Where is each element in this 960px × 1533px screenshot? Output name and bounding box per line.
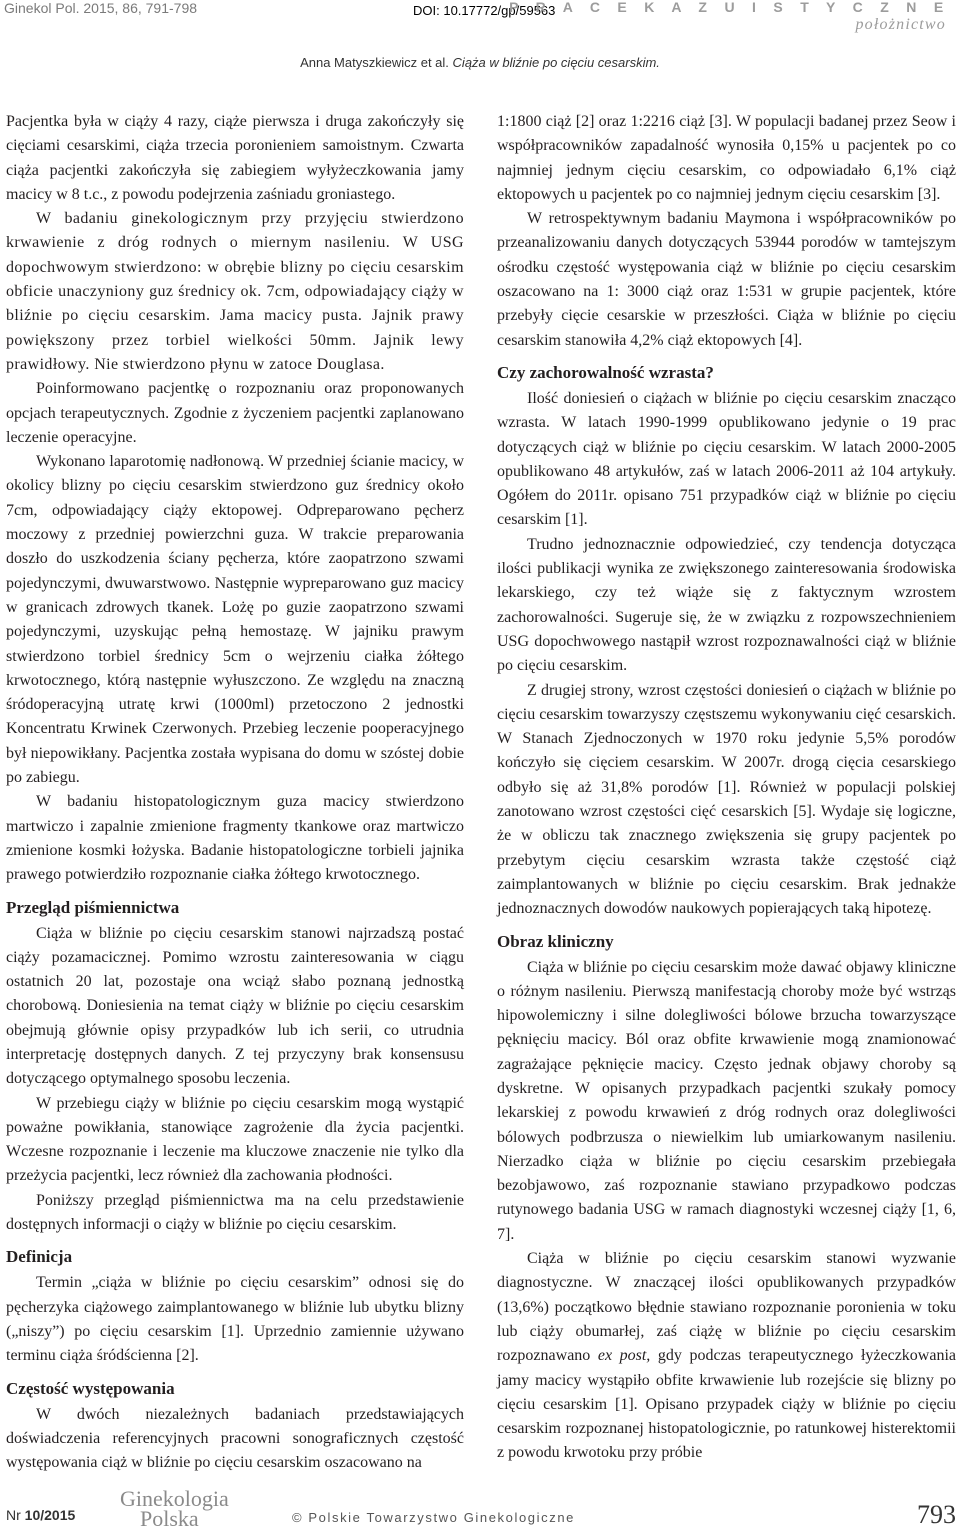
journal-logo: [120, 1488, 240, 1530]
review-paragraph-3: Poniższy przegląd piśmiennictwa ma na celu przedstawienie dostępnych informacji o ciąży w bliźnie po cięciu cesarskim.: [6, 1191, 464, 1234]
running-title: Ciąża w bliźnie po cięciu cesarskim.: [452, 55, 660, 70]
incidence-paragraph-3: Z drugiej strony, wzrost częstości doniesień o ciążach w bliźnie po cięciu cesarskim towarzyszy częstszemu wykonywaniu cięć cesarskich. W Stanach Zjednoczonych w 1970 roku jedynie 5,5% porodów kończyło się cięciem cesarskim. W 2007r. drogą cięcia cesarskiego odbyło się aż 31,8% porodów [1]. Również w populacji polskiej zanotowano wzrost częstości cięć cesarskich [5]. Wydaje się logiczne, że w obliczu tak znacznego zwiększenia się grupy pacjentek po przebytym cięciu cesarskim wzrasta także częstość ciąż zaimplantowanych w bliźnie po cięciu cesarskim. Brak jednakże jednoznacznych dowodów naukowych popierających taką hipotezę.: [497, 681, 956, 918]
issue-number: [6, 1507, 75, 1523]
section-label: P R A C E K A Z U I S T Y C Z N E: [509, 0, 950, 15]
doi-link[interactable]: DOI: 10.17772/gp/59563: [413, 3, 556, 18]
copyright-notice: © Polskie Towarzystwo Ginekologiczne: [292, 1510, 575, 1525]
review-paragraph-1: Ciąża w bliźnie po cięciu cesarskim stanowi najrzadszą postać ciąży pozamacicznej. Pomimo wzrostu zainteresowania w ciągu ostatnich 20 lat, pozostaje ona wciąż słabo poznaną jednostką chorobową. Doniesienia na temat ciąży w bliźnie po cięciu cesarskim obejmują głównie opisy przypadków lub ich serii, co utrudnia interpretację dostępnych danych. Z tej przyczyny brak konsensusu dotyczącego optymalnego sposobu leczenia.: [6, 924, 464, 1088]
clinical-paragraph-1: Ciąża w bliźnie po cięciu cesarskim może dawać objawy kliniczne o różnym nasileniu. Pierwszą manifestacją choroby może być wstrząs hipowolemiczny i silne dolegliwości bólowe brzucha towarzyszące pęknięciu macicy. Ból oraz obfite krwawienie mogą znamionować zagrażające pęknięcie macicy. Często jednak objawy choroby są dyskretne. W opisanych przypadkach pacjentki szukały pomocy lekarskiej z powodu krwawień z dróg rodnych oraz dolegliwości bólowych podbrzusza o niewielkim lub umiarkowanym nasileniu. Nierzadko ciąża w bliźnie po cięciu cesarskim przebiegała bezobjawowo, zaś rozpoznanie stawiano przypadkowo podczas rutynowego badania USG w ramach diagnostyki wczesnej ciąży [1, 6, 7].: [497, 958, 956, 1243]
maymon-study-paragraph: W retrospektywnym badaniu Maymona i współpracowników po przeanalizowaniu danych dotyczących 53944 porodów w tamtejszym ośrodku częstość występowania ciąż w bliźnie po cięciu cesarskim oszacowano na 1: 3000 ciąż oraz 1:531 w grupie pacjentek, które przebyły cięcie cesarskie w przeszłości. Ciąża w bliźnie po cięciu cesarskim stanowiła 4,2% ciąż ektopowych [4].: [497, 210, 956, 349]
diagnosis-info-paragraph: Poinformowano pacjentkę o rozpoznaniu oraz proponowanych opcjach terapeutycznych. Zgodnie z życzeniem pacjentki zaplanowano leczenie operacyjne.: [6, 380, 464, 446]
clinical-text-b: gdy podczas terapeutycznego łyżeczkowania jamy macicy wystąpiło obfite krwawienie lub rozejście się blizny po cięciu cesarskim [1]. Opisano przypadek ciąży w bliźnie po cięciu cesarskim rozpoznanej histopatologicznie, po ratunkowej histerektomii z powodu krwotoku przy próbie: [497, 1347, 956, 1462]
frequency-paragraph: W dwóch niezależnych badaniach przedstawiających doświadczenia referencyjnych pracowni sonograficznych częstość występowania ciąż w bliźnie po cięciu cesarskim oszacowano na: [6, 1405, 464, 1472]
frequency-continued-paragraph: 1:1800 ciąż [2] oraz 1:2216 ciąż [3]. W populacji badanej przez Seow i współpracowników zapadalność wynosiła 0,15% u pacjentek po co najmniej jednym cięciu cesarskim, co odpowiadało 6,1% ciąż ektopowych u pacjentek po co najmniej jednym cięciu cesarskim [3].: [497, 113, 956, 203]
histopathology-paragraph: W badaniu histopatologicznym guza macicy stwierdzono martwiczo i zapalnie zmienione fragmenty tkankowe oraz martwiczo zmienione kosmki łożyska. Badanie histopatologiczne torbieli jajnika prawego potwierdziło rozpoznanie ciałka żółtego krwotocznego.: [6, 793, 464, 884]
issue-value: 10/2015: [24, 1507, 76, 1523]
definition-paragraph: Termin „ciąża w bliźnie po cięciu cesarskim” odnosi się do pęcherzyka ciążowego zaimplantowanego w bliźnie lub ubytku blizny („niszy”) po cięciu cesarskim [1]. Uprzednio zamiennie używano terminu ciąża śródścienna [2].: [6, 1274, 464, 1365]
incidence-paragraph-1: Ilość doniesień o ciążach w bliźnie po cięciu cesarskim znacząco wzrasta. W latach 1990-1999 opublikowano jedynie o 19 prac dotyczących ciąż w bliźnie po cięciu cesarskim. W latach 2000-2005 opublikowano 48 artykułów, zaś w latach 2006-2011 aż 104 artykuły. Ogółem do 2011r. opisano 751 przypadków ciąż w bliźnie po cięciu cesarskim [1].: [497, 389, 956, 529]
clinical-text-a: Ciąża w bliźnie po cięciu cesarskim stanowi wyzwanie diagnostyczne. W znaczącej ilości opublikowanych przypadków (13,6%) początkowo błędnie stawiano rozpoznanie poronienia w toku lub ciąży obumarłej, zaś ciążę w bliźnie po cięciu cesarskim rozpoznawano: [497, 1250, 956, 1365]
left-column: [6, 110, 464, 1475]
exam-paragraph: W badaniu ginekologicznym przy przyjęciu stwierdzono krwawienie z dróg rodnych o miernym nasileniu. W USG dopochwowym stwierdzono: w obrębie blizny po cięciu cesarskim obficie unaczyniony guz średnicy ok. 7cm, odpowiadający ciąży w bliźnie po cięciu cesarskim. Jama macicy pusta. Jajnik prawy powiększony przez torbiel wielkości 50mm. Jajnik lewy prawidłowy. Nie stwierdzono płynu w zatoce Douglasa.: [6, 210, 464, 373]
ex-post-term: ex post,: [597, 1347, 651, 1365]
subsection-label: położnictwo: [855, 16, 946, 33]
section-heading-review: Przegląd piśmiennictwa: [6, 897, 180, 917]
logo-line-1: Ginekologia: [120, 1486, 229, 1511]
section-heading-definition: Definicja: [6, 1247, 73, 1267]
surgery-paragraph: Wykonano laparotomię nadłonową. W przedniej ścianie macicy, w okolicy blizny po cięciu cesarskim stwierdzono guz średnicy około 7cm, odpowiadający ciąży ektopowej. Odpreparowano pęcherz moczowy z przedniej powierzchni guza. W trakcie preparowania doszło do uszkodzenia ściany pęcherza, które zaopatrzono szwami pojedynczymi, dwuwarstwowo. Następnie wypreparowano guz macicy w granicach zdrowych tkanek. Lożę po guzie zaopatrzono szwami pojedynczymi, uzyskując pełną hemostazę. W jajniku prawym stwierdzono torbiel średnicy 5cm o wejrzeniu ciałka żółtego krwotocznego, którą następnie wyłuszczono. Ze względu na znaczną śródoperacyjną utratę krwi (1000ml) przetoczono 2 jednostki Koncentratu Krwinek Czerwonych. Przebieg leczenie pooperacyjnego był niepowikłany. Pacjentka została wypisana do domu w szóstej dobie po zabiegu.: [6, 453, 464, 787]
incidence-paragraph-2: Trudno jednoznacznie odpowiedzieć, czy tendencja dotycząca ilości publikacji wynika ze zwiększonego zainteresowania środowiska lekarskiego, czy też wiąże się z faktycznym wzrostem zachorowalności. Sugeruje się, że w związku z rozpowszechnieniem USG dopochwowego nastąpił wzrost rozpoznawalności ciąż w bliźnie po cięciu cesarskim.: [497, 535, 956, 675]
issue-label: Nr: [6, 1507, 25, 1523]
running-author: Anna Matyszkiewicz et al.: [300, 55, 449, 70]
right-column: [497, 110, 956, 1466]
page-number: 793: [917, 1500, 956, 1529]
running-header: [0, 55, 960, 70]
logo-line-2: Polska: [140, 1506, 199, 1531]
clinical-paragraph-2: [497, 1247, 956, 1466]
section-heading-incidence: Czy zachorowalność wzrasta?: [497, 362, 714, 382]
journal-citation: Ginekol Pol. 2015, 86, 791-798: [4, 0, 198, 16]
case-history-paragraph: Pacjentka była w ciąży 4 razy, ciąże pierwsza i druga zakończyły się cięciami cesarskimi, ciąża trzecia poronieniem samoistnym. Czwarta ciąża pacjentki zakończyła się zabiegiem wyłyżeczkowania jamy macicy w 8 t.c., z powodu podejrzenia zaśniadu groniastego.: [6, 113, 464, 203]
section-heading-frequency: Częstość występowania: [6, 1378, 175, 1398]
review-paragraph-2: W przebiegu ciąży w bliźnie po cięciu cesarskim mogą wystąpić poważne powikłania, stanowiące zagrożenie dla życia pacjentki. Wczesne rozpoznanie i leczenie ma kluczowe znaczenie nie tylko dla przeżycia pacjentki, lecz również dla zachowania płodności.: [6, 1094, 464, 1185]
section-heading-clinical: Obraz kliniczny: [497, 931, 614, 951]
